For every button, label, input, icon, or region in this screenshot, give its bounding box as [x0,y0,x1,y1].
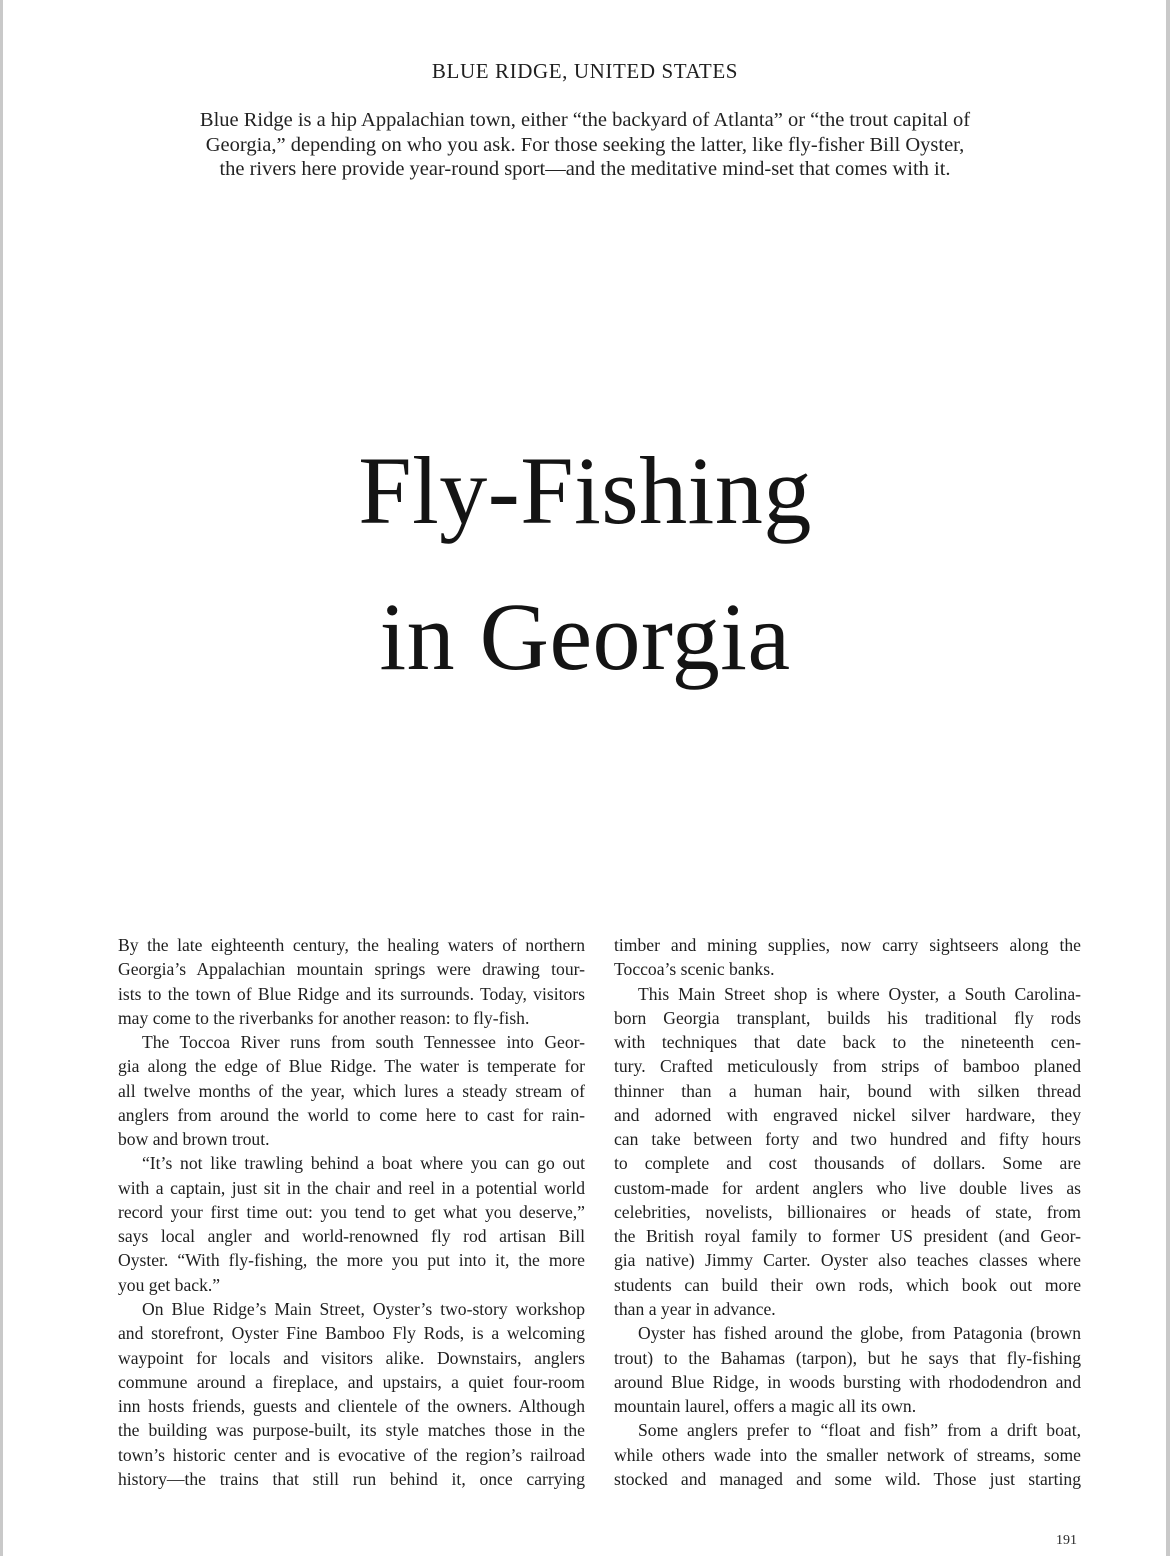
body-text-line: born Georgia transplant, builds his traditional fly rods [614,1007,1081,1028]
body-text-line: to complete and cost thousands of dollars. Some are [614,1153,1081,1174]
body-text-line: mountain laurel, offers a magic all its own. [614,1396,917,1417]
body-text-line: with techniques that date back to the nineteenth cen- [614,1032,1081,1053]
body-text-line: gia along the edge of Blue Ridge. The water is temperate for [118,1056,585,1077]
page-edge-left [0,0,3,1556]
body-text-line: than a year in advance. [614,1298,776,1319]
body-text-line: Oyster has fished around the globe, from Patagonia (brown [638,1323,1081,1344]
body-text-line: “It’s not like trawling behind a boat where you can go out [142,1153,585,1174]
body-text-line: inn hosts friends, guests and clientele of the owners. Although [118,1396,585,1417]
body-text-line: The Toccoa River runs from south Tennessee into Geor- [142,1032,585,1053]
body-text-line: On Blue Ridge’s Main Street, Oyster’s two-story workshop [142,1298,585,1319]
body-text-line: stocked and managed and some wild. Those just starting [614,1468,1081,1489]
body-text-line: trout) to the Bahamas (tarpon), but he says that fly-fishing [614,1347,1081,1368]
body-text-line: students can build their own rods, which book out more [614,1274,1081,1295]
body-text-line: bow and brown trout. [118,1129,270,1150]
body-text-line: waypoint for locals and visitors alike. Downstairs, anglers [118,1347,585,1368]
body-text-line: timber and mining supplies, now carry sightseers along the [614,935,1081,955]
body-text-line: the building was purpose-built, its style matches those in the [118,1420,585,1441]
body-text-line: Some anglers prefer to “float and fish” from a drift boat, [638,1420,1081,1441]
body-text-line: town’s historic center and is evocative of the region’s railroad [118,1444,585,1465]
body-text-line: tury. Crafted meticulously from strips of bamboo planed [614,1056,1081,1077]
body-text-line: with a captain, just sit in the chair and reel in a potential world [118,1177,585,1198]
dek-line: Georgia,” depending on who you ask. For those seeking the latter, like fly-fisher Bill Oyster, [205,133,965,156]
body-text-line: By the late eighteenth century, the healing waters of northern [118,935,585,955]
body-text-line: says local angler and world-renowned fly rod artisan Bill [118,1226,585,1247]
body-text-line: and adorned with engraved nickel silver hardware, they [614,1104,1081,1125]
body-text-line: and storefront, Oyster Fine Bamboo Fly Rods, is a welcoming [118,1323,585,1344]
body-text-line: may come to the riverbanks for another reason: to fly-fish. [118,1007,530,1028]
article-title [0,418,1170,710]
body-text-line: ists to the town of Blue Ridge and its surrounds. Today, visitors [118,983,585,1004]
body-text-line: anglers from around the world to come here to cast for rain- [118,1104,585,1125]
body-text-line: celebrities, novelists, billionaires or heads of state, from [614,1201,1081,1222]
body-text-line: around Blue Ridge, in woods bursting with rhododendron and [614,1371,1081,1392]
body-text-line: gia native) Jimmy Carter. Oyster also teaches classes where [614,1250,1081,1271]
body-text-line: commune around a fireplace, and upstairs, a quiet four-room [118,1371,585,1392]
body-text-line: record your first time out: you tend to get what you deserve,” [118,1201,585,1222]
body-text-line: Oyster. “With fly-fishing, the more you put into it, the more [118,1250,585,1271]
body-text-line: Georgia’s Appalachian mountain springs were drawing tour- [118,959,585,980]
body-text-line: all twelve months of the year, which lures a steady stream of [118,1080,585,1101]
body-text-line: history—the trains that still run behind it, once carrying [118,1468,585,1489]
body-text-line: can take between forty and two hundred and fifty hours [614,1129,1081,1150]
article-dek [150,108,1020,182]
body-text-line: the British royal family to former US president (and Geor- [614,1226,1081,1247]
page-number: 191 [1056,1533,1077,1548]
body-text-line: custom-made for ardent anglers who live double lives as [614,1177,1081,1198]
title-line: Fly-Fishing [358,437,812,544]
body-text-line: you get back.” [118,1274,221,1295]
body-text-line: This Main Street shop is where Oyster, a South Carolina- [638,983,1081,1004]
dek-line: Blue Ridge is a hip Appalachian town, either “the backyard of Atlanta” or “the trout capital of [199,109,971,131]
body-text-line: while others wade into the smaller network of streams, some [614,1444,1081,1465]
dek-line: the rivers here provide year-round sport—and the meditative mind-set that comes with it. [219,158,951,180]
body-text-line: thinner than a human hair, bound with silken thread [614,1080,1081,1101]
body-text-line: Toccoa’s scenic banks. [614,959,775,980]
body-column-left [118,933,585,1491]
page-edge-right [1166,0,1170,1556]
section-kicker: BLUE RIDGE, UNITED STATES [431,59,739,83]
body-column-right [614,933,1081,1491]
title-line: in Georgia [379,583,791,690]
